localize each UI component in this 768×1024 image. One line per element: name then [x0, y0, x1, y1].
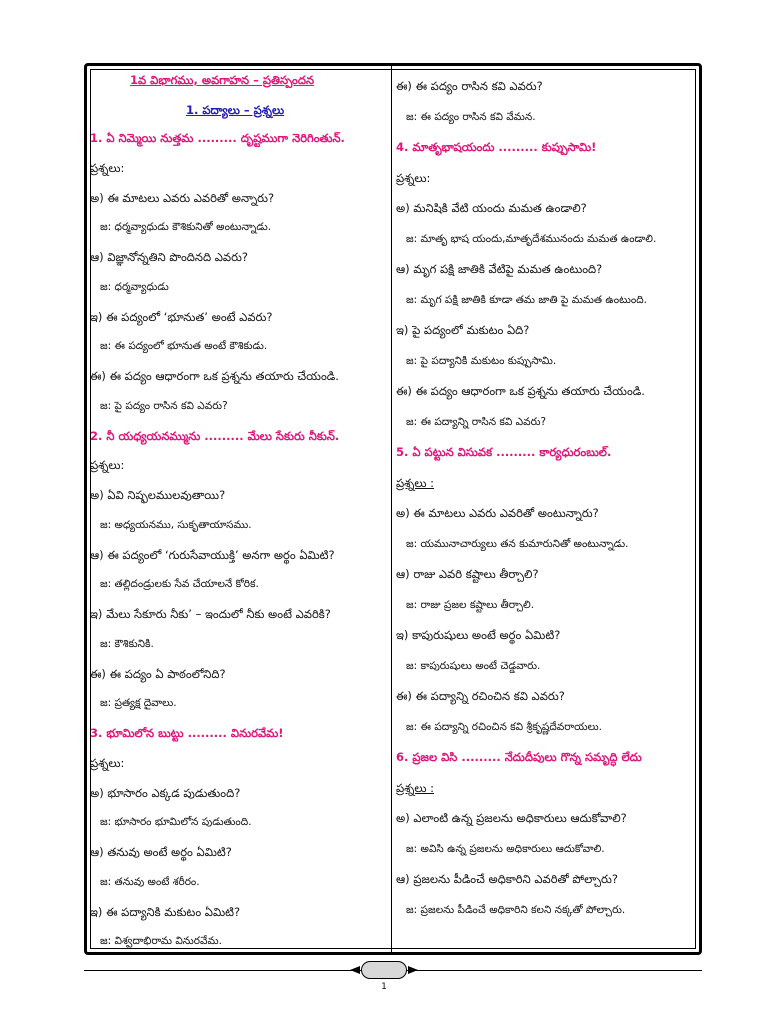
question: ఆ) విజ్ఞానోన్నతిని పొందినది ఎవరు?	[90, 250, 248, 264]
question: అ) ఈ మాటలు ఎవరు ఎవరితో అంటున్నారు?	[396, 506, 599, 520]
footer-ornament	[361, 961, 407, 979]
answer: జ: మాతృ భాష యందు,మాతృదేశమునందు మమత ఉండాలి.	[406, 232, 657, 245]
answer: జ: విశ్వదాభిరామ వినురవేమ.	[100, 935, 222, 948]
section-heading: 1వ విభాగము, అవగాహన – ప్రతిస్పందన	[130, 73, 315, 87]
answer: జ: అధ్యయనము, సుకృతాయాసము.	[100, 518, 252, 531]
question: ఇ) పై పద్యంలో మకుటం ఏది?	[396, 323, 530, 337]
questions-label: ప్రశ్నలు:	[396, 170, 431, 185]
section-subheading: 1. పద్యాలు – ప్రశ్నలు	[186, 103, 285, 117]
answer: జ: ప్రజలను పీడించే అధికారిని కలని నక్కతో పోల్చారు.	[406, 903, 626, 916]
column-divider	[391, 66, 392, 952]
answer: జ: భూసారం భూమిలోన పుడుతుంది.	[100, 816, 252, 829]
question: అ) ఎలాంటి ఉన్న ప్రజలను అధికారులు ఆదుకోవాలి?	[396, 811, 627, 825]
answer: జ: కౌశికునికి.	[100, 637, 154, 650]
question: ఈ) ఈ పద్యం ఆధారంగా ఒక ప్రశ్నను తయారు చేయండి.	[396, 384, 645, 398]
questions-label: ప్రశ్నలు:	[90, 458, 125, 473]
question: ఇ) ఈ పద్యంలో ‘భూనుత’ అంటే ఎవరు?	[90, 309, 273, 324]
answer: జ: పై పద్యానికి మకుటం కుప్పుసామి.	[406, 354, 557, 367]
poem-line: 1. ఏ నిమ్మెయి నుత్తమ ......... దృష్టముగా నెరిగింతున్.	[90, 131, 345, 145]
question: ఆ) మృగ పక్షి జాతికి వేటిపై మమత ఉంటుంది?	[396, 262, 603, 276]
question: అ) మనిషికి వేటి యందు మమత ఉండాలి?	[396, 201, 587, 215]
poem-line: 2. నీ యధ్యయనమ్మును ......... మేలు సేకురు నీకున్.	[90, 428, 340, 443]
answer: జ: యమునాచార్యులు తన కుమారునితో అంటున్నాడు.	[406, 537, 629, 550]
answer: జ: ఈ పద్యంలో భూనుత అంటే కౌశికుడు.	[100, 340, 268, 353]
poem-line: 3. భూమిలోన బుట్టు ......... వినురవేమ!	[90, 726, 284, 740]
question: ఆ) ఈ పద్యంలో ‘గురుసేవాయుక్తి’ అనగా అర్థం ఏమిటి?	[90, 547, 335, 562]
answer: జ: ఈ పద్యాన్ని రచించిన కవి శ్రీకృష్ణదేవరాయలు.	[406, 720, 603, 733]
answer: జ: కాపురుషులు అంటే చెడ్డవారు.	[406, 659, 541, 672]
answer: జ: తల్లిదండ్రులకు సేవ చేయాలనే కోరిక.	[100, 578, 259, 591]
answer: జ: ఈ పద్యాన్ని రాసిన కవి ఎవరు?	[406, 415, 547, 428]
page-number: 1	[381, 982, 387, 992]
questions-label: ప్రశ్నలు :	[396, 780, 435, 795]
answer: జ: రాజు ప్రజల కష్టాలు తీర్చాలి.	[406, 598, 535, 611]
question: ఇ) మేలు సేకూరు నీకు’ – ఇందులో నీకు అంటే ఎవరికి?	[90, 607, 331, 621]
poem-line: 4. మాతృభాషయందు ......... కుప్పుసామి!	[396, 140, 597, 154]
question: ఈ) ఈ పద్యం రాసిన కవి ఎవరు?	[396, 79, 543, 93]
answer: జ: ప్రత్యక్ష దైవాలు.	[100, 697, 177, 710]
answer: జ: అవిసి ఉన్న ప్రజలను అధికారులు ఆదుకోవాలి.	[406, 842, 605, 855]
questions-label: ప్రశ్నలు :	[396, 475, 435, 490]
question: అ) ఏవి నిష్ఫలములవుతాయి?	[90, 488, 226, 502]
right-column	[396, 66, 696, 952]
answer: జ: ధర్మవ్యాధుడు	[100, 280, 169, 293]
question: ఈ) ఈ పద్యాన్ని రచించిన కవి ఎవరు?	[396, 689, 565, 703]
poem-line: 6. ప్రజల విసి ......... నేదుదీపులు గొన్న సమృద్ధి లేదు	[396, 750, 642, 764]
question: అ) భూసారం ఎక్కడ పుడుతుంది?	[90, 785, 241, 800]
answer: జ: పై పద్యం రాసిన కవి ఎవరు?	[100, 399, 228, 412]
question: అ) ఈ మాటలు ఎవరు ఎవరితో అన్నారు?	[90, 190, 275, 205]
questions-label: ప్రశ్నలు:	[90, 160, 125, 175]
poem-line: 5. ఏ పట్టున విసువక ......... కార్యధురంబుల్.	[396, 445, 612, 459]
question: ఇ) ఈ పద్యానికి మకుటం ఏమిటి?	[90, 904, 241, 919]
question: ఆ) తనువు అంటే అర్థం ఏమిటి?	[90, 845, 232, 859]
question: ఈ) ఈ పద్యం ఏ పాఠంలోనిది?	[90, 666, 226, 681]
question: ఆ) ప్రజలను పీడించే అధికారిని ఎవరితో పోల్చారు?	[396, 872, 618, 886]
questions-label: ప్రశ్నలు:	[90, 755, 125, 770]
answer: జ: ఈ పద్యం రాసిన కవి వేమన.	[406, 110, 536, 123]
question: ఈ) ఈ పద్యం ఆధారంగా ఒక ప్రశ్నను తయారు చేయండి.	[90, 369, 339, 383]
answer: జ: ధర్మవ్యాధుడు కౌశికునితో అంటున్నాడు.	[100, 221, 272, 234]
question: ఇ) కాపురుషులు అంటే అర్థం ఏమిటి?	[396, 628, 561, 642]
answer: జ: తనువు అంటే శరీరం.	[100, 875, 200, 888]
left-column	[90, 66, 386, 952]
question: ఆ) రాజు ఎవరి కష్టాలు తీర్చాలి?	[396, 567, 539, 581]
answer: జ: మృగ పక్షి జాతికి కూడా తమ జాతి పై మమత ఉంటుంది.	[406, 293, 647, 306]
